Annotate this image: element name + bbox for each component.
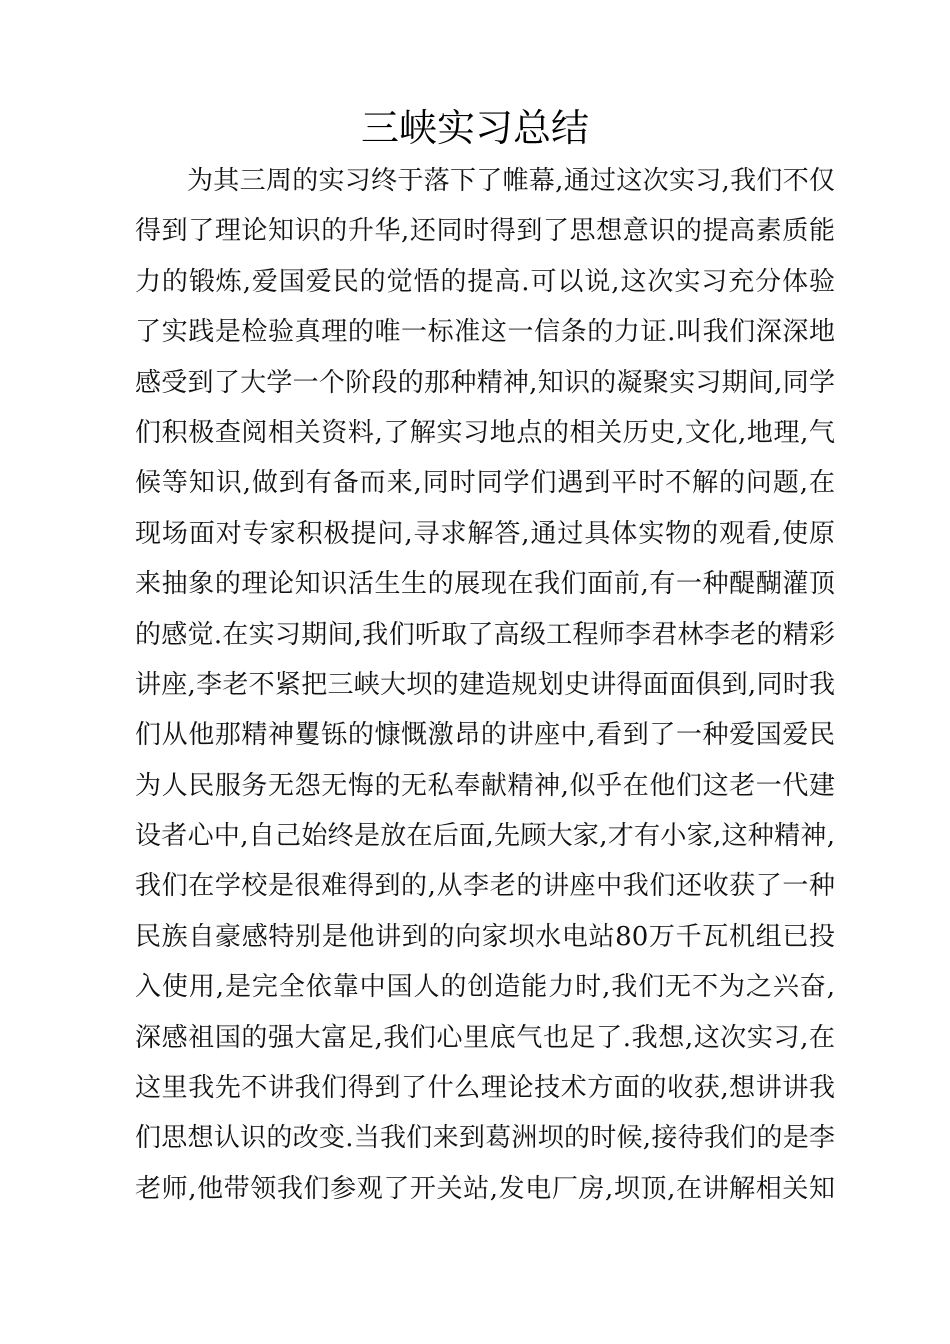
- document-title: 三峡实习总结: [360, 106, 589, 150]
- text-line: 感受到了大学一个阶段的那种精神,知识的凝聚实习期间,同学: [135, 367, 835, 398]
- text-line: 深感祖国的强大富足,我们心里底气也足了.我想,这次实习,在: [135, 1022, 835, 1053]
- text-line: 候等知识,做到有备而来,同时同学们遇到平时不解的问题,在: [135, 468, 835, 499]
- text-line: 民族自豪感特别是他讲到的向家坝水电站80万千瓦机组已投: [135, 921, 835, 952]
- text-line: 老师,他带领我们参观了开关站,发电厂房,坝顶,在讲解相关知: [135, 1173, 835, 1204]
- text-line: 们积极查阅相关资料,了解实习地点的相关历史,文化,地理,气: [135, 417, 835, 448]
- text-line: 这里我先不讲我们得到了什么理论技术方面的收获,想讲讲我: [135, 1073, 835, 1104]
- text-line: 为人民服务无怨无悔的无私奉献精神,似乎在他们这老一代建: [135, 770, 835, 801]
- text-line: 我们在学校是很难得到的,从李老的讲座中我们还收获了一种: [135, 871, 835, 902]
- text-line: 的感觉.在实习期间,我们听取了高级工程师李君林李老的精彩: [135, 619, 835, 650]
- text-line: 现场面对专家积极提问,寻求解答,通过具体实物的观看,使原: [135, 518, 835, 549]
- text-line: 入使用,是完全依靠中国人的创造能力时,我们无不为之兴奋,: [135, 972, 835, 1003]
- text-line: 了实践是检验真理的唯一标准这一信条的力证.叫我们深深地: [135, 317, 835, 348]
- text-line: 得到了理论知识的升华,还同时得到了思想意识的提高素质能: [135, 216, 835, 247]
- text-line: 来抽象的理论知识活生生的展现在我们面前,有一种醍醐灌顶: [135, 569, 835, 600]
- document-body: [135, 156, 835, 1214]
- text-line: 为其三周的实习终于落下了帷幕,通过这次实习,我们不仅: [187, 166, 835, 196]
- text-line: 们思想认识的改变.当我们来到葛洲坝的时候,接待我们的是李: [135, 1123, 835, 1154]
- text-line: 设者心中,自己始终是放在后面,先顾大家,才有小家,这种精神,: [135, 821, 835, 852]
- text-line: 讲座,李老不紧把三峡大坝的建造规划史讲得面面俱到,同时我: [135, 669, 835, 700]
- text-line: 们从他那精神矍铄的慷慨激昂的讲座中,看到了一种爱国爱民: [135, 720, 835, 751]
- text-line: 力的锻炼,爱国爱民的觉悟的提高.可以说,这次实习充分体验: [135, 266, 835, 297]
